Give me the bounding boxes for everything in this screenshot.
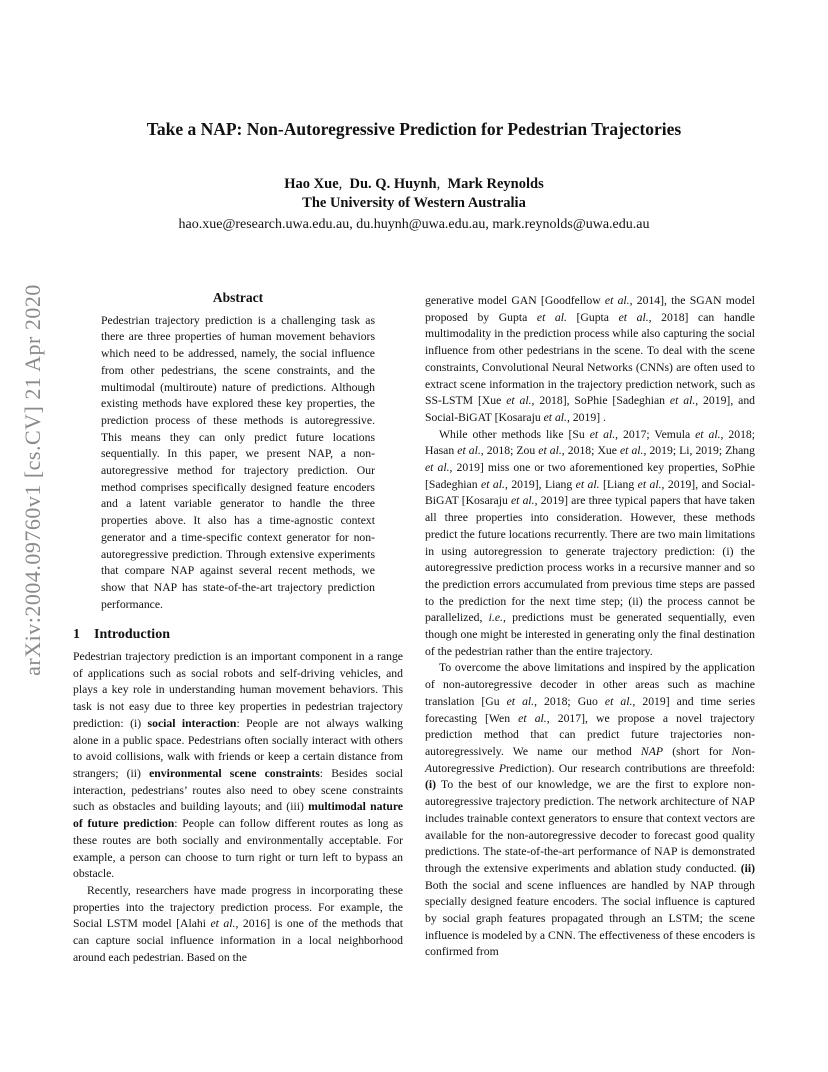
left-column <box>73 290 403 966</box>
section-number: 1 <box>73 627 80 643</box>
text-run: : People can follow different routes as long as these routes are both socially and environmentally acceptable. For example, a person can choose to turn right or turn left to bypass an obstacle. <box>73 817 404 881</box>
italic-text: et al. <box>518 711 547 725</box>
italic-text: et al. <box>210 917 236 931</box>
author-block <box>60 175 768 234</box>
italic-text: et al. <box>637 477 662 491</box>
italic-text: et al. <box>575 477 600 491</box>
italic-text: et al. <box>457 444 481 458</box>
text-run: , 2018; Guo <box>534 694 605 708</box>
text-run: Pedestrian trajectory prediction is an important component in a range of applications such as social robots and self-driving vehicles, and plays a key role in understanding human movement behaviors. This task is not easy due to three key properties in pedestrian trajectory prediction: (i) <box>73 650 403 730</box>
text-run: Both the social and scene influences are handled by NAP through specially designed feature encoders. The social influence is captured by social graph features propagated through an LSTM; the scene influence is modeled by a CNN. The effectiveness of these encoders is confirmed from <box>425 878 755 959</box>
text-run: : People are not always walking alone in a public space. Pedestrians often socially interact with others to avoid collisions, walk with friends or keep a certain distance from strangers; (ii) <box>73 716 403 780</box>
text-run: , 2014], the SGAN model proposed by Gupta <box>425 294 755 324</box>
text-run: , 2018], SoPhie [Sadeghian <box>531 394 670 408</box>
italic-text: N <box>731 744 740 758</box>
bold-term: environmental scene constraints <box>149 766 320 780</box>
text-run: generative model GAN [Goodfellow <box>425 294 605 307</box>
text-run: While other methods like [Su <box>439 427 590 441</box>
italic-text: NAP <box>640 744 663 758</box>
text-run: , 2019], Liang <box>504 477 576 491</box>
text-run: , 2019; Li, 2019; Zhang <box>643 444 755 458</box>
text-run: , 2018; Xue <box>561 444 620 458</box>
abstract-text: Pedestrian trajectory prediction is a challenging task as there are three properties of human movement behaviors which need to be addressed, namely, the social influence from other pedestrians, the scene constraints, and the multimodal (multiroute) nature of predictions. Although existing methods have explored these key properties, the prediction process of these methods is autoregressive. This means they can only predict future locations sequentially. In this paper, we present NAP, a non-autoregressive method for trajectory prediction. Our method comprises specifically designed feature encoders and a latent variable generator to handle the three properties above. It also has a time-agnostic context generator and a time-specific context generator for non-autoregressive prediction. Through extensive experiments that compare NAP against several recent methods, we show that NAP has state-of-the-art trajectory prediction performance. <box>101 313 375 611</box>
italic-text: et al. <box>506 694 535 708</box>
italic-text: et al. <box>425 461 450 475</box>
italic-text: i.e. <box>488 611 503 625</box>
italic-text: et al. <box>619 444 644 458</box>
text-run: To overcome the above limitations and inspired by the application of non-autoregressive decoder in other areas such as machine translation [Gu <box>425 661 755 708</box>
text-run: , 2018] can handle multimodality in the prediction process while also capturing the social influence from other pedestrians in the scene. To deal with the scene constraints, Convolutional Neural Networks (CNNs) are often used to extract scene information in the trajectory prediction network, such as SS-LSTM [Xue <box>425 310 755 408</box>
text-run: , 2018; Hasan <box>425 427 756 458</box>
text-run: , predictions must be generated sequentially, even though one might be interested in generating only the final destination of the pedestrian rather than the entire trajectory. <box>425 611 755 658</box>
right-paragraph-3 <box>425 660 755 961</box>
section-heading-introduction <box>73 627 403 644</box>
italic-text: et al. <box>510 494 535 508</box>
author-name: Hao Xue <box>284 176 339 192</box>
text-run: , 2017; Vemula <box>615 427 696 441</box>
text-run: [Gupta <box>566 310 619 324</box>
text-run: [Liang <box>599 477 638 491</box>
bold-term: social interaction <box>147 716 237 730</box>
italic-text: et al. <box>618 310 649 324</box>
intro-paragraph-2 <box>73 883 403 967</box>
intro-paragraph-1 <box>73 649 403 883</box>
right-column <box>425 293 755 961</box>
italic-text: A <box>425 761 433 775</box>
bold-term: (ii) <box>740 861 755 875</box>
arxiv-identifier: arXiv:2004.09760v1 [cs.CV] 21 Apr 2020 <box>20 284 45 676</box>
italic-text: et al. <box>604 694 633 708</box>
italic-text: et al. <box>589 427 616 441</box>
text-run: : Besides social interaction, pedestrians’ routes also need to obey scene constraints such as obstacles and building layouts; and (iii) <box>73 766 403 814</box>
author-separator: , <box>338 176 343 192</box>
text-run: , 2019] miss one or two aforementioned key properties, SoPhie [Sadeghian <box>425 461 755 491</box>
affiliation: The University of Western Australia <box>302 195 526 211</box>
italic-text: et al. <box>538 444 562 458</box>
text-run: utoregressive <box>432 761 499 775</box>
text-run: , 2019] are three typical papers that have taken all three properties into consideration. However, these methods predict the future locations recurrently. There are two main limitations in using autoregression to generate trajectory prediction: (i) the autoregressive prediction process works in a recursive manner and so the prediction errors accumulated from previous time steps are passed to the prediction for the next time step; (ii) the process cannot be parallelized, <box>425 494 755 625</box>
italic-text: et al. <box>604 294 630 307</box>
author-names <box>60 175 768 194</box>
section-title: Introduction <box>94 627 170 643</box>
text-run: Recently, researchers have made progress in incorporating these properties into the trajectory prediction process. For example, the Social LSTM model [Alahi <box>73 883 403 931</box>
italic-text: et al. <box>695 427 721 441</box>
text-run: , 2019] . <box>566 410 606 424</box>
italic-text: et al. <box>543 410 567 424</box>
italic-text: et al. <box>536 310 567 324</box>
italic-text: P <box>498 761 507 775</box>
text-run: , 2019], and Social-BiGAT [Kosaraju <box>425 477 755 508</box>
text-run: , 2017], we propose a novel trajectory prediction method that can predict future trajectories non-autoregressively. We name our method <box>425 711 756 758</box>
right-paragraph-2 <box>425 427 755 661</box>
text-run: , 2019] and time series forecasting [Wen <box>425 694 756 725</box>
author-separator: , <box>436 176 441 192</box>
italic-text: et al. <box>669 394 696 408</box>
author-emails: hao.xue@research.uwa.edu.au, du.huynh@uwa.edu.au, mark.reynolds@uwa.edu.au <box>178 217 650 232</box>
text-run: rediction). Our research contributions are threefold: <box>506 761 756 775</box>
text-run: , 2016] is one of the methods that can capture social influence information in a local neighborhood around each pedestrian. Based on the <box>73 917 403 964</box>
text-run: , 2018; Zou <box>480 444 539 458</box>
author-name: Mark Reynolds <box>447 176 544 192</box>
paper-title: Take a NAP: Non-Autoregressive Prediction for Pedestrian Trajectories <box>146 119 682 139</box>
abstract-heading: Abstract <box>212 290 264 305</box>
italic-text: et al. <box>481 477 505 491</box>
author-name: Du. Q. Huynh <box>349 176 437 192</box>
text-run: To the best of our knowledge, we are the first to explore non-autoregressive trajectory prediction. The network architecture of NAP includes trainable context generators to ensure that context vectors are available for the non-autoregressive decoder to forecast good quality predictions. The state-of-the-art performance of NAP is demonstrated through the extensive experiments and ablation study conducted. <box>425 778 755 875</box>
abstract-body <box>101 313 375 614</box>
text-run: , 2019], and Social-BiGAT [Kosaraju <box>425 394 756 424</box>
italic-text: et al. <box>506 394 532 408</box>
text-run: on- <box>739 744 755 758</box>
bold-term: (i) <box>425 778 437 792</box>
bold-term: multimodal nature of future prediction <box>73 800 403 831</box>
right-paragraph-1 <box>425 293 755 427</box>
text-run: (short for <box>663 744 732 758</box>
arxiv-sidebar-stamp <box>18 285 48 675</box>
